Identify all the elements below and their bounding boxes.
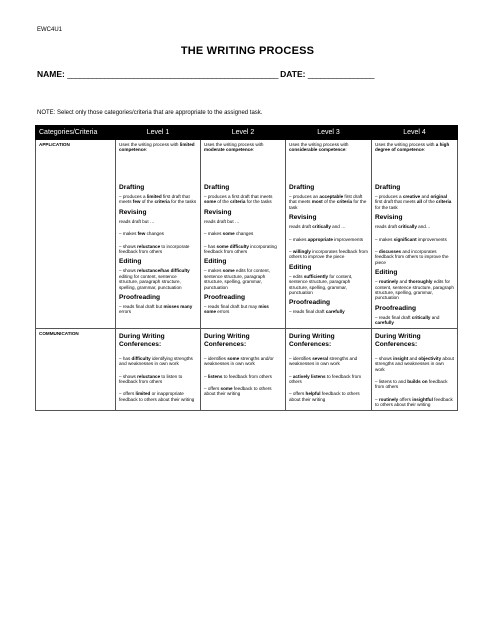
listening-descriptor: – listens to and builds on feedback from others — [375, 378, 448, 390]
conference-heading: During Writing Conferences: — [289, 332, 335, 348]
listening-descriptor: – listens to feedback from others — [204, 373, 272, 379]
revising-heading: Revising — [204, 208, 232, 216]
revising-feedback: – willingly incorporates feedback from others to improve the piece — [289, 249, 368, 260]
revising-feedback: – discusses and incorporates feedback from others to improve the piece — [375, 249, 449, 265]
proofreading-descriptor: – reads final draft but may miss some errors — [204, 304, 269, 315]
revising-feedback: – shows reluctance to incorporate feedback from others — [119, 243, 190, 255]
revising-heading: Revising — [375, 214, 403, 222]
feedback-descriptor: – offers limited or inappropriate feedback to others about their writing — [119, 391, 195, 402]
name-date-line — [37, 69, 457, 79]
comm-cell — [372, 328, 458, 410]
editing-heading: Editing — [375, 269, 398, 277]
level-intro: Uses the writing process with a high degree of competence: — [375, 142, 450, 153]
drafting-descriptor: – produces a limited first draft that meets few of the criteria for the tasks — [119, 194, 197, 205]
revising-intro: reads draft critically and… — [375, 224, 431, 230]
col-header-level-4: Level 4 — [372, 126, 458, 140]
revising-changes: – makes significant improvements — [375, 236, 447, 242]
comm-cell — [201, 328, 286, 410]
note-text: NOTE: Select only those categories/criteria that are appropriate to the assigned task. — [37, 110, 263, 116]
page-title: THE WRITING PROCESS — [180, 45, 315, 57]
feedback-descriptor: – offers helpful feedback to others about their writing — [289, 391, 360, 402]
comm-cell — [116, 328, 201, 410]
proofreading-descriptor: – reads final draft carefully — [289, 309, 345, 315]
proofreading-descriptor: – reads final draft critically and carefully — [375, 314, 440, 326]
drafting-heading: Drafting — [289, 184, 315, 191]
course-code: EWC4U1 — [37, 27, 63, 33]
category-application: APPLICATION — [36, 140, 116, 329]
listening-descriptor: – actively listens to feedback from others — [289, 373, 362, 384]
editing-descriptor: – edits sufficiently for content, sentence structure, paragraph structure, spelling, grammar, punctuation — [289, 273, 353, 296]
proofreading-descriptor: – reads final draft but misses many errors — [119, 304, 193, 315]
editing-descriptor: – makes some edits for content, sentence structure, paragraph structure, spelling, grammar, punctuation — [204, 268, 270, 290]
self-assessment-descriptor: – shows insight and objectivity about strengths and weaknesses in own work — [375, 355, 454, 372]
revising-intro: reads draft but … — [119, 218, 155, 224]
col-header-level-1: Level 1 — [116, 126, 201, 140]
col-header-level-3: Level 3 — [286, 126, 372, 140]
level-intro: Uses the writing process with limited competence: — [119, 142, 195, 153]
conference-heading: During Writing Conferences: — [119, 332, 165, 348]
proofreading-heading: Proofreading — [375, 304, 417, 312]
revising-heading: Revising — [289, 214, 317, 222]
self-assessment-descriptor: – has difficulty identifying strengths and weaknesses in own work — [119, 355, 193, 367]
date-label: DATE: — [280, 69, 306, 79]
rubric-table — [35, 125, 458, 411]
revising-changes: – makes few changes — [119, 231, 164, 237]
level-intro: Uses the writing process with moderate competence: — [204, 142, 264, 153]
self-assessment-descriptor: – identifies several strengths and weaknesses in own work — [289, 355, 358, 367]
drafting-descriptor: – produces a first draft that meets some of the criteria for the tasks — [204, 194, 273, 205]
proofreading-heading: Proofreading — [289, 299, 331, 307]
revising-changes: – makes some changes — [204, 231, 254, 237]
header-row — [36, 126, 458, 140]
revising-heading: Revising — [119, 208, 147, 216]
communication-row — [36, 328, 458, 410]
editing-heading: Editing — [204, 258, 227, 266]
level-cell — [286, 140, 372, 329]
level-intro: Uses the writing process with considerable competence: — [289, 142, 349, 153]
editing-heading: Editing — [289, 263, 312, 271]
editing-descriptor: – routinely and thoroughly edits for content, sentence structure, paragraph structure, spelling, grammar, punctuation — [375, 279, 454, 301]
level-cell — [116, 140, 201, 329]
col-header-criteria: Categories/Criteria — [36, 126, 116, 140]
revising-intro: reads draft critically and … — [289, 224, 346, 230]
feedback-descriptor: – routinely offers insightful feedback to others about their writing — [375, 396, 453, 408]
conference-heading: During Writing Conferences: — [375, 332, 421, 348]
drafting-descriptor: – produces an acceptable first draft that meets most of the criteria for the task — [289, 194, 367, 210]
category-communication: COMMUNICATION — [36, 328, 116, 410]
revising-changes: – makes appropriate improvements — [289, 236, 364, 242]
conference-heading: During Writing Conferences: — [204, 332, 250, 348]
drafting-heading: Drafting — [375, 184, 401, 191]
drafting-heading: Drafting — [204, 184, 230, 191]
revising-feedback: – has some difficulty incorporating feedback from others — [204, 243, 277, 255]
name-blank[interactable]: ___________________________________________________ — [67, 69, 278, 79]
level-cell — [201, 140, 286, 329]
proofreading-heading: Proofreading — [119, 294, 161, 302]
drafting-descriptor: – produces a creative and original first draft that meets all of the criteria for the task — [375, 194, 452, 210]
comm-cell — [286, 328, 372, 410]
date-blank[interactable]: ________________ — [307, 69, 374, 79]
level-cell — [372, 140, 458, 329]
listening-descriptor: – shows reluctance to listen to feedback from others — [119, 373, 183, 384]
name-label: NAME: — [37, 69, 65, 79]
revising-intro: reads draft but … — [204, 218, 240, 224]
col-header-level-2: Level 2 — [201, 126, 286, 140]
self-assessment-descriptor: – identifies some strengths and/or weaknesses in own work — [204, 355, 274, 367]
editing-descriptor: – shows reluctance/has difficulty editing for content, sentence structure, paragraph structure, spelling, grammar, punctuation — [119, 268, 190, 290]
editing-heading: Editing — [119, 258, 142, 266]
proofreading-heading: Proofreading — [204, 294, 246, 302]
feedback-descriptor: – offers some feedback to others about their writing — [204, 385, 272, 397]
drafting-heading: Drafting — [119, 184, 145, 191]
application-row — [36, 140, 458, 329]
